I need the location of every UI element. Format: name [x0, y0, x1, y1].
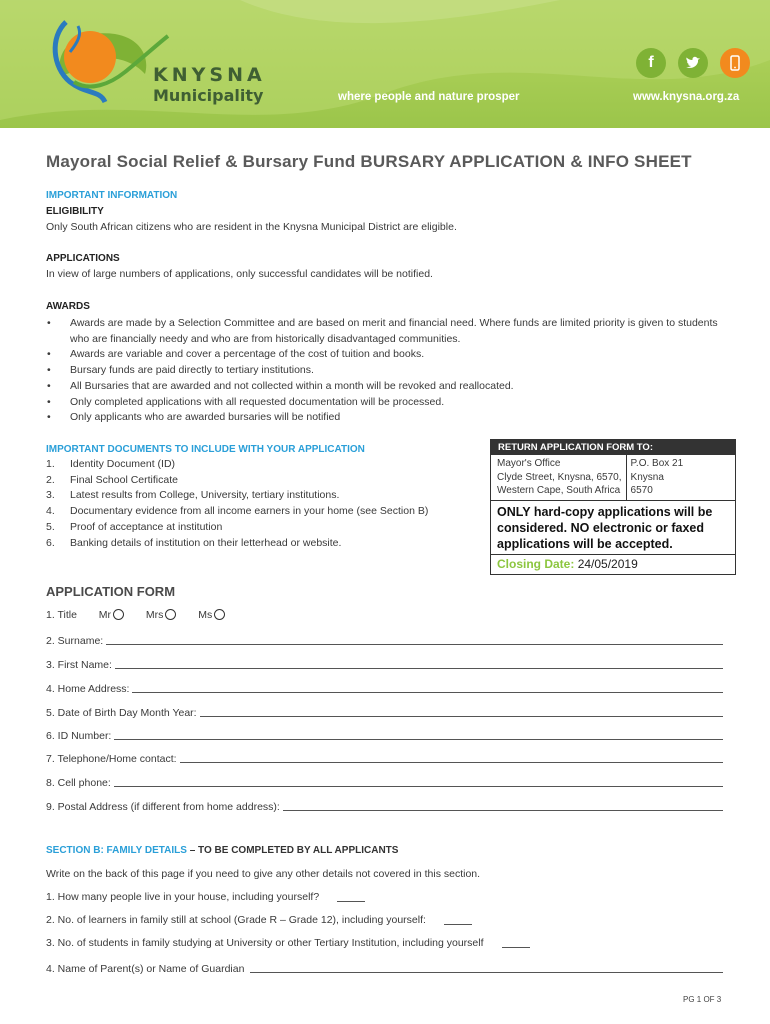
title-label: 1. Title [46, 609, 77, 621]
list-item: • Awards are variable and cover a percentage of the cost of tuition and books. [46, 347, 736, 363]
date-of-birth-field[interactable]: 5. Date of Birth Day Month Year: [46, 704, 723, 719]
postal-address: P.O. Box 21 Knysna 6570 [630, 458, 684, 496]
header-band [0, 0, 770, 128]
title-field [46, 609, 225, 621]
awards-heading: AWARDS [46, 301, 90, 312]
learners-count-field[interactable]: 2. No. of learners in family still at school (Grade R – Grade 12), including yourself: [46, 914, 472, 926]
application-form-heading: APPLICATION FORM [46, 584, 176, 599]
id-number-field[interactable]: 6. ID Number: [46, 727, 723, 742]
list-item: 5. Proof of acceptance at institution [46, 520, 223, 533]
first-name-field[interactable]: 3. First Name: [46, 656, 723, 671]
important-info-heading: IMPORTANT INFORMATION [46, 190, 178, 201]
list-item: • Bursary funds are paid directly to tertiary institutions. [46, 363, 736, 379]
eligibility-heading: ELIGIBILITY [46, 206, 104, 217]
mobile-icon[interactable] [720, 48, 750, 78]
title-option-mrs[interactable]: Mrs [146, 609, 177, 621]
section-b-heading: SECTION B: FAMILY DETAILS – TO BE COMPLETED BY ALL APPLICANTS [46, 845, 399, 856]
title-option-ms[interactable]: Ms [198, 609, 225, 621]
radio-mrs[interactable] [165, 609, 176, 620]
students-count-field[interactable]: 3. No. of students in family studying at University or other Tertiary Institution, including yourself [46, 937, 530, 949]
list-item: • Awards are made by a Selection Committee and are based on merit and financial need. Where funds are limited priority is given to students who are financially needy and who are from historically disadvantaged communities. [46, 316, 736, 347]
applications-text: In view of large numbers of applications, only successful candidates will be notified. [46, 268, 433, 280]
brand-name: KNYSNA [153, 64, 266, 86]
return-address [491, 455, 735, 501]
list-item: 6. Banking details of institution on their letterhead or website. [46, 536, 342, 549]
documents-heading: IMPORTANT DOCUMENTS TO INCLUDE WITH YOUR APPLICATION [46, 444, 365, 455]
website-link[interactable]: www.knysna.org.za [633, 91, 740, 103]
street-address: Mayor's Office Clyde Street, Knysna, 6570, Western Cape, South Africa [491, 455, 627, 500]
page-title: Mayoral Social Relief & Bursary Fund BURSARY APPLICATION & INFO SHEET [46, 152, 692, 171]
closing-date-label: Closing Date: [497, 556, 575, 571]
postal-address-field[interactable]: 9. Postal Address (if different from home address): [46, 798, 723, 813]
documents-list [46, 457, 486, 551]
list-item: 1. Identity Document (ID) [46, 458, 176, 470]
eligibility-text: Only South African citizens who are resident in the Knysna Municipal District are eligible. [46, 221, 457, 233]
list-item: 2. Final School Certificate [46, 473, 178, 486]
household-size-field[interactable]: 1. How many people live in your house, including yourself? [46, 891, 365, 903]
return-address-box [490, 439, 736, 575]
telephone-field[interactable]: 7. Telephone/Home contact: [46, 750, 723, 765]
facebook-icon[interactable]: f [636, 48, 666, 78]
closing-date [491, 555, 735, 574]
twitter-icon[interactable] [678, 48, 708, 78]
list-item: • Only completed applications with all requested documentation will be processed. [46, 395, 736, 411]
page-number: PG 1 OF 3 [683, 995, 722, 1004]
closing-date-value: 24/05/2019 [577, 556, 638, 571]
guardian-name-field[interactable]: 4. Name of Parent(s) or Name of Guardian [46, 960, 723, 975]
radio-mr[interactable] [113, 609, 124, 620]
tagline: where people and nature prosper [338, 91, 520, 103]
brand-subtitle: Municipality [153, 86, 264, 105]
knysna-logo [30, 12, 170, 112]
list-item: • Only applicants who are awarded bursaries will be notified [46, 410, 736, 426]
list-item: 4. Documentary evidence from all income earners in your home (see Section B) [46, 505, 429, 518]
section-b-intro: Write on the back of this page if you need to give any other details not covered in this section. [46, 868, 481, 880]
surname-field[interactable]: 2. Surname: [46, 632, 723, 647]
awards-list [46, 316, 736, 426]
list-item: 3. Latest results from College, University, tertiary institutions. [46, 489, 340, 502]
cell-phone-field[interactable]: 8. Cell phone: [46, 774, 723, 789]
return-box-heading: RETURN APPLICATION FORM TO: [491, 440, 735, 455]
applications-heading: APPLICATIONS [46, 253, 120, 264]
home-address-field[interactable]: 4. Home Address: [46, 680, 723, 695]
radio-ms[interactable] [214, 609, 225, 620]
list-item: • All Bursaries that are awarded and not collected within a month will be revoked and reallocated. [46, 379, 736, 395]
hard-copy-notice: ONLY hard-copy applications will be considered. NO electronic or faxed applications will be accepted. [491, 501, 735, 555]
title-option-mr[interactable]: Mr [99, 609, 124, 621]
